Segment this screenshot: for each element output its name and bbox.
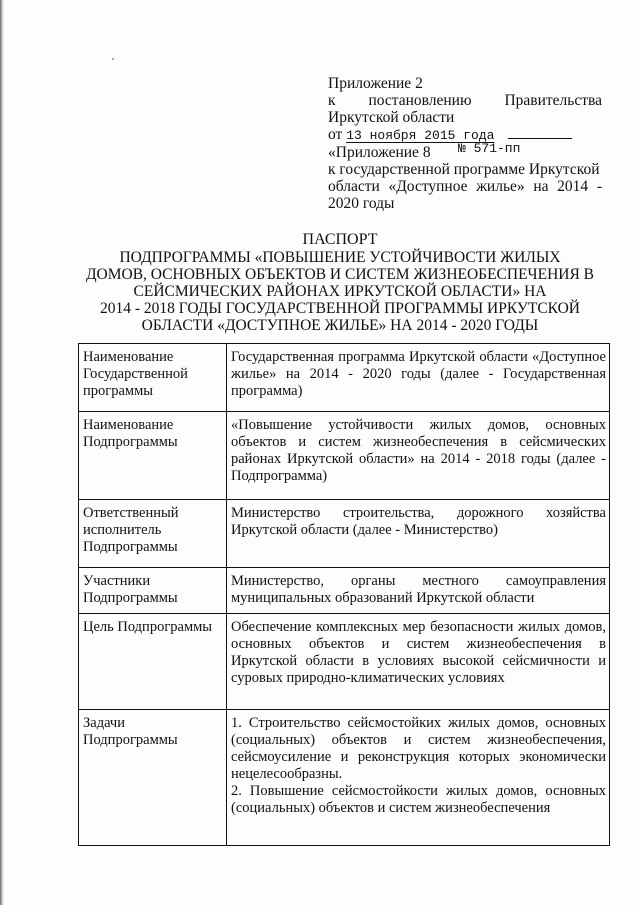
title-line: ДОМОВ, ОСНОВНЫХ ОБЪЕКТОВ И СИСТЕМ ЖИЗНЕОБЕСПЕЧЕНИЯ В	[85, 266, 595, 283]
value-paragraph: 1. Строительство сейсмостойких жилых домов, основных (социальных) объектов и систем жизнеобеспечения, сейсмоусиление и реконструкция которых экономически нецелесообразны.	[231, 715, 606, 782]
title-line: 2014 - 2018 ГОДЫ ГОСУДАРСТВЕННОЙ ПРОГРАММЫ ИРКУТСКОЙ	[100, 300, 580, 317]
appendix-line	[328, 178, 602, 195]
title-line: СЕЙСМИЧЕСКИХ РАЙОНАХ ИРКУТСКОЙ ОБЛАСТИ» НА	[133, 283, 547, 300]
value-paragraph: Министерство строительства, дорожного хозяйства Иркутской области (далее - Министерство)	[231, 505, 606, 538]
appendix-line-text: «Приложение 8	[328, 144, 431, 161]
signature-blank-line	[508, 138, 572, 139]
title-line: ПАСПОРТ	[302, 231, 378, 248]
row-label: Ответственный исполнитель Подпрограммы	[79, 500, 227, 568]
value-paragraph: 2. Повышение сейсмостойкости жилых домов, основных (социальных) объектов и систем жизнеобеспечения	[231, 783, 606, 816]
value-paragraph: «Повышение устойчивости жилых домов, основных объектов и систем жизнеобеспечения в сейсмических районах Иркутской области» на 2014 - 2018 годы (далее - Подпрограмма)	[231, 417, 606, 484]
value-paragraph: Обеспечение комплексных мер безопасности жилых домов, основных объектов и систем жизнеобеспечения в Иркутской области в условиях высокой сейсмичности и суровых природно-климатических условиях	[231, 619, 606, 686]
date-prefix: от	[328, 126, 343, 143]
document-number: № 571-пп	[458, 141, 521, 156]
scan-edge	[0, 0, 4, 905]
table-row	[79, 710, 610, 846]
row-value	[227, 412, 610, 500]
appendix-line: 2020 годы	[328, 195, 395, 212]
date-value: 13 ноября 2015 года	[346, 128, 495, 143]
table-row	[79, 500, 610, 568]
appendix-word: 2014	[557, 178, 589, 195]
appendix-word: к	[328, 92, 336, 109]
appendix-word: -	[596, 178, 602, 195]
row-value	[227, 568, 610, 614]
value-paragraph: Министерство, органы местного самоуправления муниципальных образований Иркутской области	[231, 573, 606, 606]
appendix-word: постановлению	[368, 92, 472, 109]
row-value	[227, 344, 610, 412]
row-label: Наименование Государственной программы	[79, 344, 227, 412]
table-row	[79, 412, 610, 500]
appendix-line	[328, 141, 602, 161]
row-label: Наименование Подпрограммы	[79, 412, 227, 500]
table-row	[79, 568, 610, 614]
scan-speck	[112, 58, 114, 60]
appendix-word: жилье»	[476, 178, 525, 195]
appendix-line: Иркутской области	[328, 109, 455, 126]
appendix-word: области	[328, 178, 380, 195]
row-label: Цель Подпрограммы	[79, 614, 227, 710]
row-value	[227, 614, 610, 710]
title-line: ОБЛАСТИ «ДОСТУПНОЕ ЖИЛЬЕ» НА 2014 - 2020 ГОДЫ	[141, 317, 539, 334]
appendix-line: Приложение 2	[328, 75, 423, 92]
appendix-line	[328, 92, 602, 109]
appendix-word: на	[533, 178, 549, 195]
table-row	[79, 614, 610, 710]
appendix-line: к государственной программе Иркутской	[328, 161, 600, 178]
table-row	[79, 344, 610, 412]
appendix-word: Правительства	[504, 92, 602, 109]
appendix-word: «Доступное	[388, 178, 468, 195]
row-label: Участники Подпрограммы	[79, 568, 227, 614]
document-title	[80, 231, 600, 334]
row-label: Задачи Подпрограммы	[79, 710, 227, 846]
title-line: ПОДПРОГРАММЫ «ПОВЫШЕНИЕ УСТОЙЧИВОСТИ ЖИЛЫХ	[119, 249, 561, 266]
value-paragraph: Государственная программа Иркутской области «Доступное жилье» на 2014 - 2020 годы (далее - Государственная программа)	[231, 349, 606, 399]
appendix-header	[328, 75, 602, 212]
row-value	[227, 710, 610, 846]
passport-table	[78, 343, 610, 846]
row-value	[227, 500, 610, 568]
